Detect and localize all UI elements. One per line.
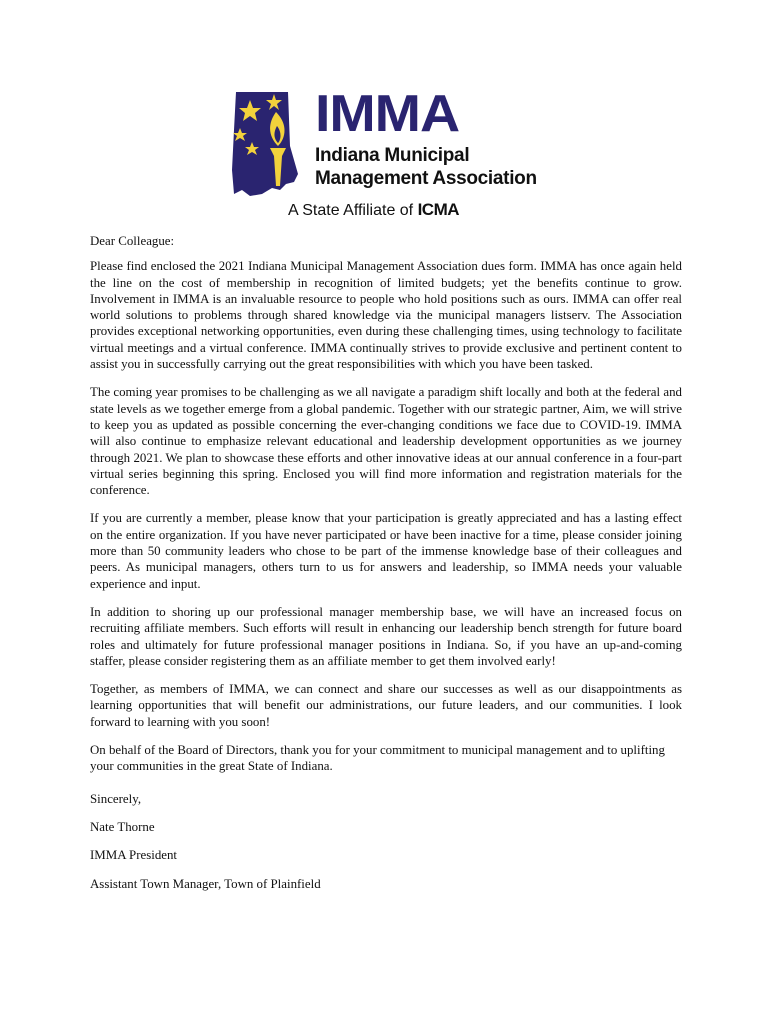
logo-affiliate [288, 200, 459, 221]
indiana-torch-stars-icon [228, 90, 302, 198]
logo-name-line1: Indiana Municipal [315, 145, 470, 166]
imma-logo [228, 85, 548, 220]
paragraph-4: In addition to shoring up our professional manager membership base, we will have an increased focus on recruiting affiliate members. Such efforts will result in enhancing our leadership bench strength for future board roles and ultimately for future professional manager positions in Indiana. So, if you have an up-and-coming staffer, please consider registering them as an affiliate member to get them involved early! [90, 604, 682, 668]
signer-title: IMMA President [90, 848, 178, 863]
paragraph-6: On behalf of the Board of Directors, thank you for your commitment to municipal management and to uplifting your communities in the great State of Indiana. [90, 743, 665, 774]
paragraph-3: If you are currently a member, please know that your participation is greatly appreciated and has a lasting effect on the entire organization. If you have never participated or have been inactive for a time, please consider joining more than 50 community leaders who chose to be part of the immense knowledge base of their colleagues and peers. As municipal managers, others turn to us for answers and leadership, so IMMA needs your valuable experience and input. [90, 511, 682, 591]
signer-name: Nate Thorne [90, 819, 155, 834]
signer-position: Assistant Town Manager, Town of Plainfield [90, 876, 321, 891]
affiliate-org: ICMA [417, 200, 460, 219]
logo-acronym: IMMA [315, 85, 460, 143]
paragraph-2: The coming year promises to be challenging as we all navigate a paradigm shift locally and both at the federal and state levels as we together emerge from a global pandemic. Together with our strategic partner, Aim, we will strive to keep you as updated as possible concerning the ever-changing conditions we face due to COVID-19. IMMA will also continue to emphasize relevant educational and leadership development opportunities as we journey through 2021. We plan to showcase these efforts and other innovative ideas at our annual conference in a four-part virtual series beginning this spring. Enclosed you will find more information and registration materials for the conference. [90, 385, 682, 498]
paragraph-1: Please find enclosed the 2021 Indiana Municipal Management Association dues form. IMMA has once again held the line on the cost of membership in recognition of limited budgets; yet the benefits continue to grow. Involvement in IMMA is an invaluable resource to people who hold positions such as ours. IMMA can offer real world solutions to problems through shared knowledge via the municipal managers listserv. The Association provides exceptional networking opportunities, even during these challenging times, using technology to facilitate virtual meetings and a virtual conference. IMMA continually strives to provide exclusive and pertinent content to assist you in successfully carrying out the great responsibilities with which you have been tasked. [90, 259, 682, 372]
letter-body [90, 233, 682, 904]
paragraph-5: Together, as members of IMMA, we can connect and share our successes as well as our disappointments as learning opportunities that will benefit our administrations, our future leaders, and our communities. I look forward to learning with you soon! [90, 682, 682, 729]
salutation: Dear Colleague: [90, 234, 175, 248]
logo-name-line2: Management Association [315, 168, 537, 189]
closing: Sincerely, [90, 791, 142, 806]
affiliate-prefix: A State Affiliate of [288, 202, 414, 219]
